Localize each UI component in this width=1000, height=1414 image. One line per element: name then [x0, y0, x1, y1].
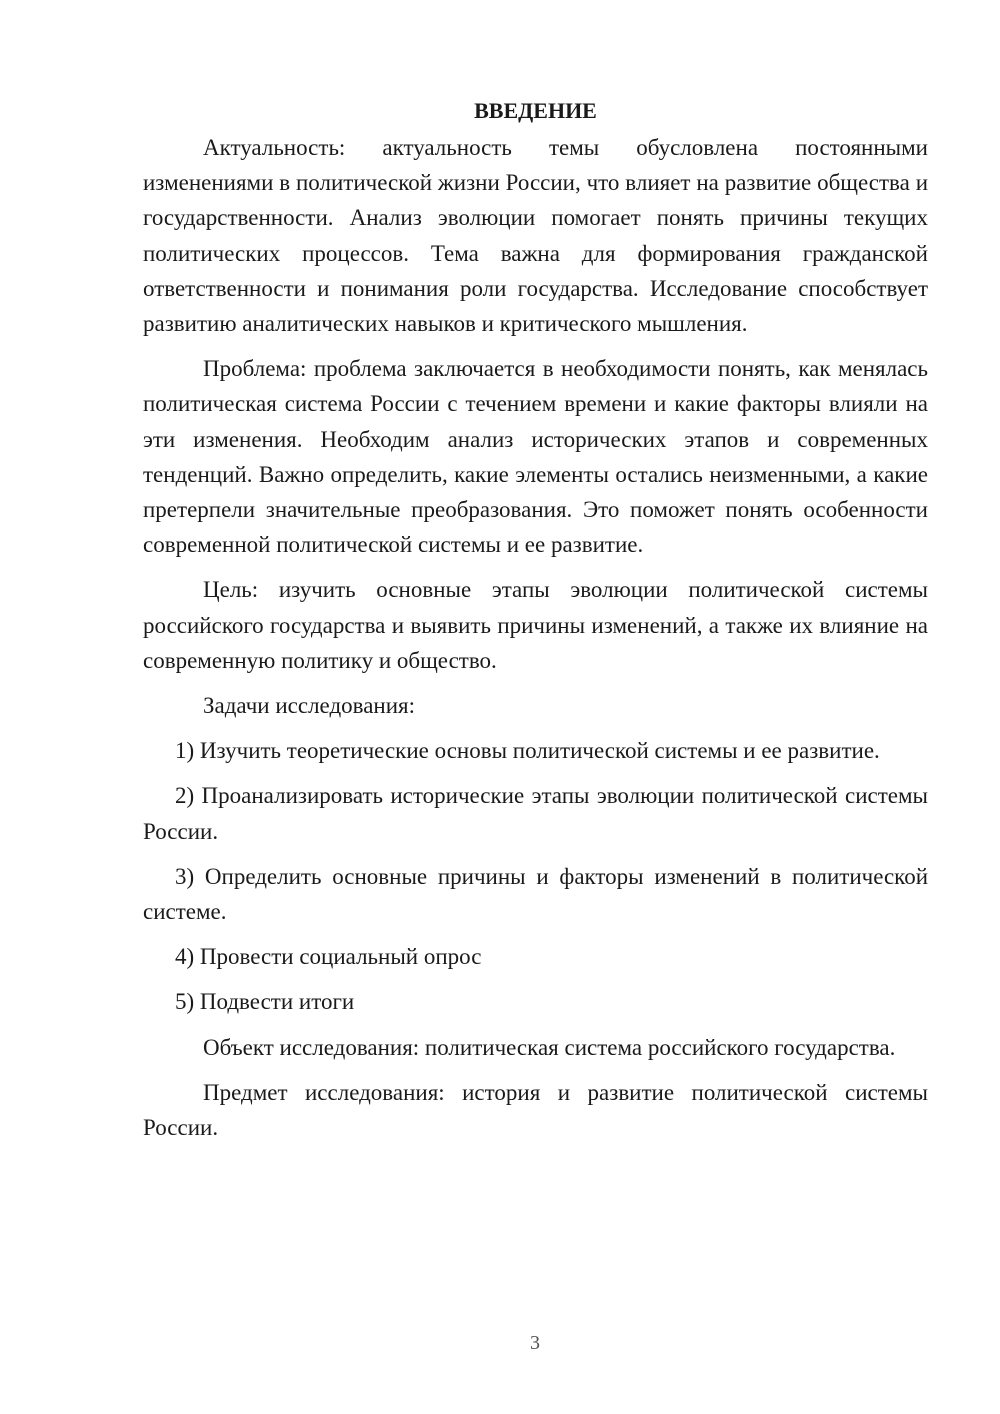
problem-paragraph: Проблема: проблема заключается в необходимости понять, как менялась политическая система России с течением времени и какие факторы влияли на эти изменения. Необходим анализ исторических этапов и современных тенденций. Важно определить, какие элементы остались неизменными, а какие претерпели значительные преобразования. Это поможет понять особенности современной политической системы и ее развитие. [143, 356, 928, 558]
goal-paragraph: Цель: изучить основные этапы эволюции политической системы российского государства и выявить причины изменений, а также их влияние на современную политику и общество. [143, 577, 928, 673]
task-item-4: 4) Провести социальный опрос [175, 944, 482, 970]
task-item-5: 5) Подвести итоги [175, 989, 355, 1015]
document-page [143, 96, 928, 1155]
section-title: ВВЕДЕНИЕ [474, 98, 597, 123]
task-item-1: 1) Изучить теоретические основы политической системы и ее развитие. [175, 738, 880, 764]
relevance-paragraph: Актуальность: актуальность темы обусловлена постоянными изменениями в политической жизни России, что влияет на развитие общества и государственности. Анализ эволюции помогает понять причины текущих политических процессов. Тема важна для формирования гражданской ответственности и понимания роли государства. Исследование способствует развитию аналитических навыков и критического мышления. [143, 135, 928, 337]
tasks-heading: Задачи исследования: [203, 693, 416, 719]
subject-paragraph: Предмет исследования: история и развитие политической системы России. [143, 1079, 928, 1141]
task-item-3: 3) Определить основные причины и факторы изменений в политической системе. [143, 863, 928, 925]
object-paragraph: Объект исследования: политическая система российского государства. [203, 1034, 896, 1060]
task-item-2: 2) Проанализировать исторические этапы эволюции политической системы России. [143, 783, 928, 844]
page-number: 3 [530, 1332, 540, 1354]
